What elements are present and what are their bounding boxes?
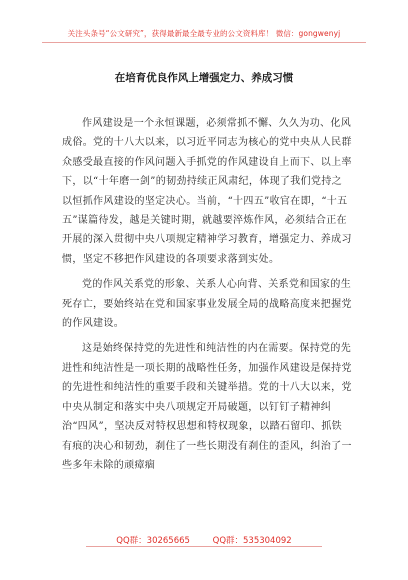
header-divider	[42, 42, 366, 43]
footer-qq-group-2: QQ群：535304092	[212, 536, 292, 546]
body-paragraph-1: 作风建设是一个永恒课题，必须常抓不懈、久久为功、化风成俗。党的十八大以来，以习近平同志为核心的党中央从人民群众感受最直接的作风问题入手抓党的作风建设自上而下、以上率下，以“十年磨一剑”的韧劲持续正风肃纪，体现了我们党持之以恒抓作风建设的坚定决心。当前，“十四五”收官在即，“十五五”谋篇待发，越是关键时期，就越要淬炼作风，必须结合正在开展的深入贯彻中央八项规定精神学习教育，增强定力、养成习惯，坚定不移把作风建设的各项要求落到实处。	[62, 118, 352, 265]
document-body	[62, 114, 352, 481]
body-paragraph-2: 党的作风关系党的形象、关系人心向背、关系党和国家的生死存亡，要始终站在党和国家事业发展全局的战略高度来把握党的作风建设。	[62, 279, 352, 330]
document-title: 在培育优良作风上增强定力、养成习惯	[114, 72, 294, 84]
header-banner: 关注头条号“公文研究”，获得最新最全最专业的公文资料库！ 微信：gongwenyj	[67, 29, 341, 38]
footer-divider	[86, 546, 322, 547]
body-paragraph-3: 这是始终保持党的先进性和纯洁性的内在需要。保持党的先进性和纯洁性是一项长期的战略性任务，加强作风建设是保持党的先进性和纯洁性的重要手段和关键举措。党的十八大以来，党中央从制定和落实中央八项规定开局破题，以钉钉子精神纠治“四风”，坚决反对特权思想和特权现象，以踏石留印、抓铁有痕的决心和韧劲，刹住了一些长期没有刹住的歪风，纠治了一些多年未除的顽瘴痼	[62, 343, 352, 471]
footer-qq-group-1: QQ群：30265665	[116, 536, 190, 546]
footer-contact	[0, 534, 408, 546]
